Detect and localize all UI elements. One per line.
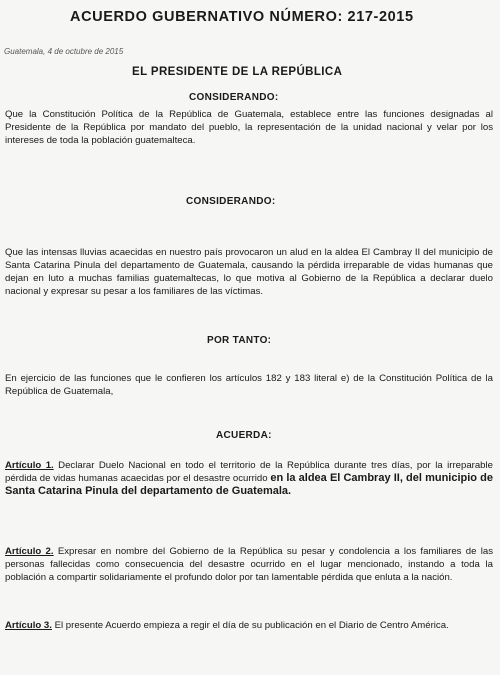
articulo-2-label: Artículo 2.	[5, 546, 54, 557]
issuer-heading: EL PRESIDENTE DE LA REPÚBLICA	[132, 66, 343, 78]
articulo-3-text: El presente Acuerdo empieza a regir el día de su publicación en el Diario de Centro América.	[54, 620, 449, 631]
considerando-1-heading: CONSIDERANDO:	[189, 92, 279, 103]
articulo-1-text: Declarar Duelo Nacional en todo el territorio de la República durante tres días, por la irreparable pérdida de vidas humanas acaecidas por el desastre ocurrido	[5, 460, 493, 484]
articulo-1	[5, 459, 493, 498]
acuerda-heading: ACUERDA:	[216, 430, 272, 441]
por-tanto-text: En ejercicio de las funciones que le confieren los artículos 182 y 183 literal e) de la Constitución Política de la República de Guatemala,	[5, 373, 493, 397]
articulo-2	[5, 545, 493, 584]
document-title: ACUERDO GUBERNATIVO NÚMERO: 217-2015	[70, 9, 414, 25]
considerando-2-heading: CONSIDERANDO:	[186, 196, 276, 207]
articulo-3-label: Artículo 3.	[5, 620, 52, 631]
dateline: Guatemala, 4 de octubre de 2015	[4, 47, 124, 56]
articulo-2-text: Expresar en nombre del Gobierno de la República su pesar y condolencia a los familiares de las personas fallecidas como consecuencia del desastre ocurrido en el lugar mencionado, instando a toda la población a compartir solidariamente el profundo dolor por tan lamentable pérdida que enluta a la nación.	[5, 546, 493, 583]
por-tanto-heading: POR TANTO:	[207, 335, 272, 346]
articulo-3	[5, 619, 493, 632]
considerando-1-text: Que la Constitución Política de la República de Guatemala, establece entre las funciones designadas al Presidente de la República por mandato del pueblo, la representación de la unidad nacional y velar por los intereses de toda la población guatemalteca.	[5, 109, 493, 146]
considerando-2-text: Que las intensas lluvias acaecidas en nuestro país provocaron un alud en la aldea El Cambray II del municipio de Santa Catarina Pinula del departamento de Guatemala, causando la pérdida irreparable de vidas humanas que dejan en luto a muchas familias guatemaltecas, lo que motiva al Gobierno de la República a declarar duelo nacional y expresar su pesar a los familiares de las víctimas.	[5, 247, 493, 297]
articulo-1-emphasis: en la aldea El Cambray II, del municipio de Santa Catarina Pinula del departamento de Guatemala.	[5, 472, 493, 497]
articulo-1-label: Artículo 1.	[5, 460, 54, 471]
